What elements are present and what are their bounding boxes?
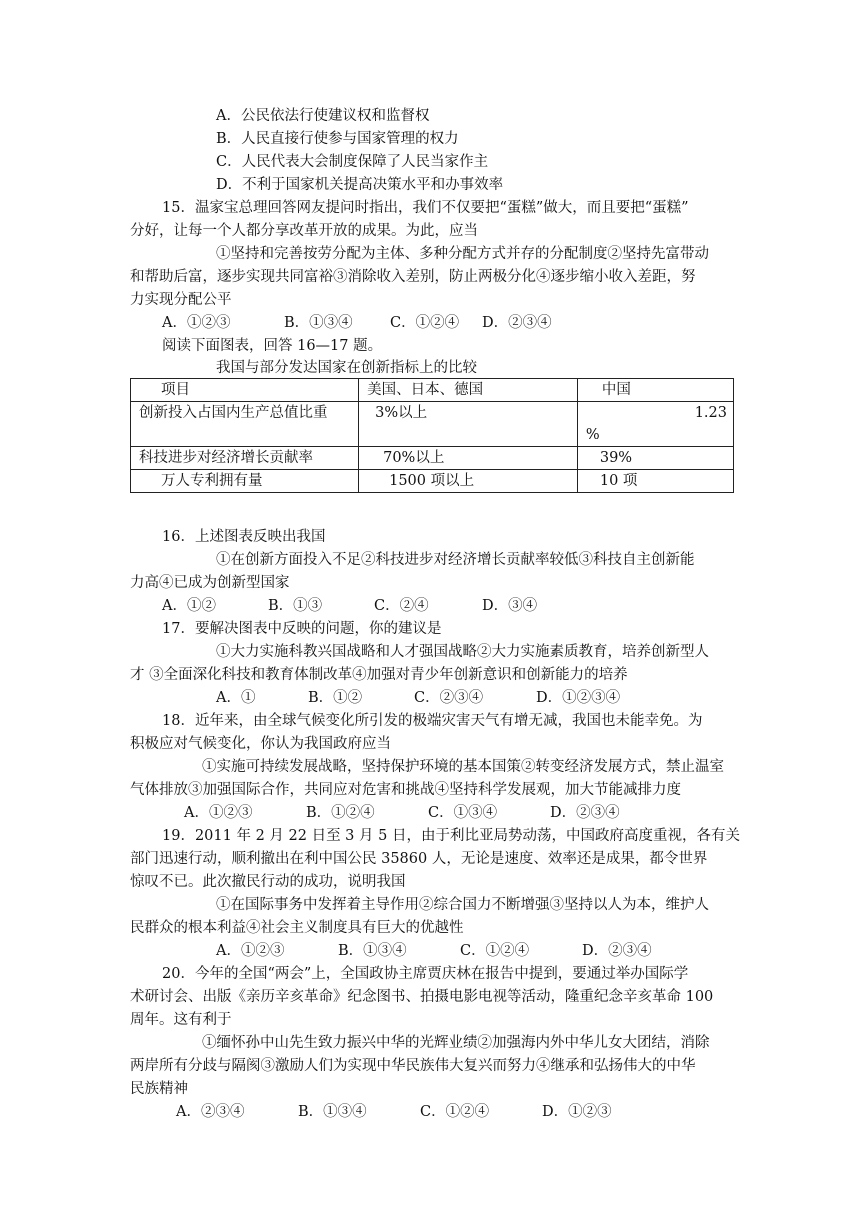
table-title: 我国与部分发达国家在创新指标上的比较 <box>216 360 477 376</box>
q15-option-b: B．①③④ <box>284 315 353 331</box>
q20-option-d: D．①②③ <box>542 1104 612 1120</box>
q20-stem-line-2: 术研讨会、出版《亲历辛亥革命》纪念图书、拍摄电影电视等活动，隆重纪念辛亥革命 100 <box>130 989 714 1005</box>
q17-items-line-1: ①大力实施科教兴国战略和人才强国战略②大力实施素质教育，培养创新型人 <box>216 644 709 660</box>
cell-developed: 1500 项以上 <box>359 470 578 493</box>
q15-stem-line-2: 分好，让每一个人都分享改革开放的成果。为此，应当 <box>130 223 478 239</box>
table-row <box>131 447 734 470</box>
table-header-row <box>131 379 734 402</box>
table-row <box>131 470 734 493</box>
q17-option-a: A．① <box>216 690 256 706</box>
q18-stem-line-2: 积极应对气候变化，你认为我国政府应当 <box>130 736 391 752</box>
q18-stem-line-1: 18．近年来，由全球气候变化所引发的极端灾害天气有增无减，我国也未能幸免。为 <box>162 713 703 729</box>
q16-options <box>162 596 537 616</box>
cell-developed: 3%以上 <box>359 402 578 447</box>
q19-stem-line-2: 部门迅速行动，顺利撤出在利中国公民 35860 人，无论是速度、效率还是成果，都令世界 <box>130 851 708 867</box>
q19-items-line-1: ①在国际事务中发挥着主导作用②综合国力不断增强③坚持以人为本，维护人 <box>216 897 709 913</box>
header-item: 项目 <box>131 379 359 402</box>
q19-option-b: B．①③④ <box>338 943 407 959</box>
q18-items-line-1: ①实施可持续发展战略，坚持保护环境的基本国策②转变经济发展方式，禁止温室 <box>202 759 724 775</box>
cell-china: 10 项 <box>577 470 733 493</box>
q15-option-c: C．①②④ <box>390 315 460 331</box>
q16-stem: 16．上述图表反映出我国 <box>162 529 326 545</box>
cell-china-value: 1.23 <box>694 405 727 421</box>
q15-option-a: A．①②③ <box>162 315 231 331</box>
q16-option-b: B．①③ <box>268 598 323 614</box>
q19-stem-line-1: 19．2011 年 2 月 22 日至 3 月 5 日，由于利比亚局势动荡，中国政府高度重视，各有关 <box>162 828 740 844</box>
q17-options <box>216 688 620 708</box>
q16-option-d: D．③④ <box>482 598 538 614</box>
q20-items-line-3: 民族精神 <box>130 1081 188 1097</box>
q16-items-line-2: 力高④已成为创新型国家 <box>130 575 290 591</box>
q17-option-c: C．②③④ <box>414 690 484 706</box>
q18-option-d: D．②③④ <box>550 805 620 821</box>
q14-option-b: B．人民直接行使参与国家管理的权力 <box>216 131 459 147</box>
cell-china-unit: % <box>585 427 600 443</box>
q17-option-d: D．①②③④ <box>536 690 621 706</box>
q14-option-c: C．人民代表大会制度保障了人民当家作主 <box>216 154 489 170</box>
q15-option-d: D．②③④ <box>482 315 552 331</box>
q17-items-line-2: 才 ③全面深化科技和教育体制改革④加强对青少年创新意识和创新能力的培养 <box>130 667 628 683</box>
q20-option-c: C．①②④ <box>420 1104 490 1120</box>
header-china: 中国 <box>577 379 733 402</box>
q18-option-c: C．①③④ <box>428 805 498 821</box>
q19-option-d: D．②③④ <box>582 943 652 959</box>
q20-items-line-1: ①缅怀孙中山先生致力振兴中华的光辉业绩②加强海内外中华儿女大团结，消除 <box>202 1035 710 1051</box>
q14-option-d: D．不利于国家机关提高决策水平和办事效率 <box>216 177 504 193</box>
reading-intro: 阅读下面图表，回答 16—17 题。 <box>162 338 383 354</box>
q20-stem-line-3: 周年。这有利于 <box>130 1012 232 1028</box>
cell-item: 科技进步对经济增长贡献率 <box>131 447 359 470</box>
q15-stem-line-1: 15．温家宝总理回答网友提问时指出，我们不仅要把“蛋糕”做大，而且要把“蛋糕” <box>162 200 689 216</box>
q18-option-a: A．①②③ <box>184 805 253 821</box>
q15-items-line-2: 和帮助后富，逐步实现共同富裕③消除收入差别，防止两极分化④逐步缩小收入差距，努 <box>130 269 696 285</box>
q18-options <box>184 803 620 823</box>
q20-option-b: B．①③④ <box>298 1104 367 1120</box>
q18-items-line-2: 气体排放③加强国际合作，共同应对危害和挑战④坚持科学发展观，加大节能减排力度 <box>130 782 681 798</box>
q20-option-a: A．②③④ <box>176 1104 245 1120</box>
q19-option-a: A．①②③ <box>216 943 285 959</box>
q17-stem: 17．要解决图表中反映的问题，你的建议是 <box>162 621 442 637</box>
q16-option-a: A．①② <box>162 598 216 614</box>
q19-stem-line-3: 惊叹不已。此次撤民行动的成功，说明我国 <box>130 874 406 890</box>
q16-option-c: C．②④ <box>374 598 429 614</box>
cell-china: 39% <box>577 447 733 470</box>
cell-item: 万人专利拥有量 <box>131 470 359 493</box>
q19-items-line-2: 民群众的根本利益④社会主义制度具有巨大的优越性 <box>130 920 464 936</box>
q19-option-c: C．①②④ <box>460 943 530 959</box>
q20-items-line-2: 两岸所有分歧与隔阂③激励人们为实现中华民族伟大复兴而努力④继承和弘扬伟大的中华 <box>130 1058 696 1074</box>
q18-option-b: B．①②④ <box>306 805 375 821</box>
q14-option-a: A．公民依法行使建议权和监督权 <box>216 108 430 124</box>
q20-stem-line-1: 20．今年的全国“两会”上，全国政协主席贾庆林在报告中提到，要通过举办国际学 <box>162 966 689 982</box>
q15-items-line-1: ①坚持和完善按劳分配为主体、多种分配方式并存的分配制度②坚持先富带动 <box>216 246 709 262</box>
table-row <box>131 402 734 447</box>
comparison-table <box>130 378 734 493</box>
header-developed: 美国、日本、德国 <box>359 379 578 402</box>
q19-options <box>216 941 652 961</box>
cell-item: 创新投入占国内生产总值比重 <box>131 402 359 447</box>
q15-options <box>162 313 552 333</box>
cell-china <box>577 402 733 447</box>
q17-option-b: B．①② <box>308 690 363 706</box>
q20-options <box>176 1102 612 1122</box>
cell-developed: 70%以上 <box>359 447 578 470</box>
q16-items-line-1: ①在创新方面投入不足②科技进步对经济增长贡献率较低③科技自主创新能 <box>216 552 695 568</box>
q15-items-line-3: 力实现分配公平 <box>130 292 232 308</box>
